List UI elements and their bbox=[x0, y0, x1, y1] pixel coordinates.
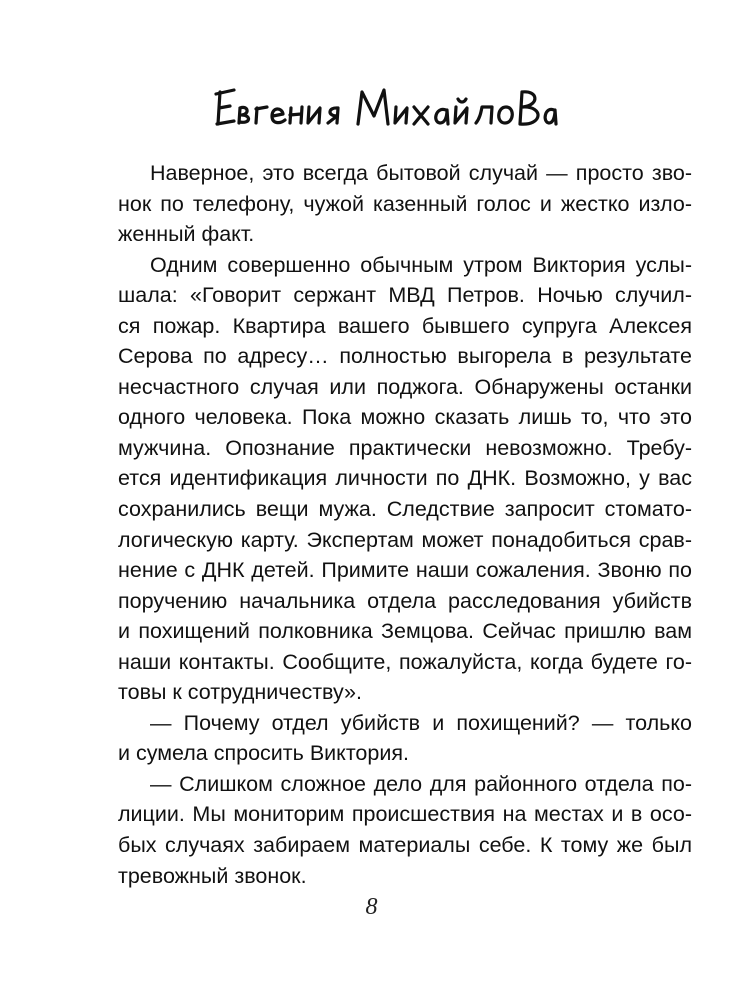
text-line: ется идентификация личности по ДНК. Возможно, у вас bbox=[118, 466, 692, 491]
text-line: — Слишком сложное дело для районного отдела по- bbox=[150, 771, 692, 796]
page-number: 8 bbox=[365, 894, 378, 920]
text-line: Серова по адресу… полностью выгорела в результате bbox=[118, 344, 692, 369]
text-line: бых случаях забираем материалы себе. К тому же был bbox=[118, 833, 692, 858]
text-line: мужчина. Опознание практически невозможно. Требу- bbox=[118, 435, 692, 460]
text-line: ся пожар. Квартира вашего бывшего супруга Алексея bbox=[118, 313, 692, 338]
text-line: товы к сотрудничеству». bbox=[118, 680, 362, 705]
running-header bbox=[200, 72, 560, 142]
text-line: логическую карту. Экспертам может понадобиться срав- bbox=[118, 527, 692, 552]
text-line: одного человека. Пока можно сказать лишь то, что это bbox=[118, 405, 692, 430]
text-line: наши контакты. Сообщите, пожалуйста, когда будете го- bbox=[118, 649, 692, 674]
text-line: шала: «Говорит сержант МВД Петров. Ночью случил- bbox=[118, 283, 692, 308]
text-line: несчастного случая или поджога. Обнаружены останки bbox=[118, 374, 692, 399]
text-line: тревожный звонок. bbox=[118, 863, 307, 888]
text-line: Наверное, это всегда бытовой случай — просто зво- bbox=[150, 161, 692, 185]
text-line: поручению начальника отдела расследования убийств bbox=[118, 588, 692, 613]
text-line: нок по телефону, чужой казенный голос и жестко изло- bbox=[118, 191, 692, 216]
text-line: женный факт. bbox=[118, 222, 255, 247]
text-line: и похищений полковника Земцова. Сейчас пришлю вам bbox=[118, 619, 692, 644]
text-line: — Почему отдел убийств и похищений? — только bbox=[150, 710, 692, 735]
text-line: и сумела спросить Виктория. bbox=[118, 741, 409, 766]
body-text bbox=[118, 158, 692, 891]
text-line: Одним совершенно обычным утром Виктория услы- bbox=[150, 252, 692, 277]
text-line: сохранились вещи мужа. Следствие запросит стомато- bbox=[118, 497, 692, 522]
author-name-lettering bbox=[200, 72, 560, 142]
text-line: нение с ДНК детей. Примите наши сожаления. Звоню по bbox=[118, 558, 692, 583]
text-line: лиции. Мы мониторим происшествия на местах и в осо- bbox=[118, 802, 692, 827]
